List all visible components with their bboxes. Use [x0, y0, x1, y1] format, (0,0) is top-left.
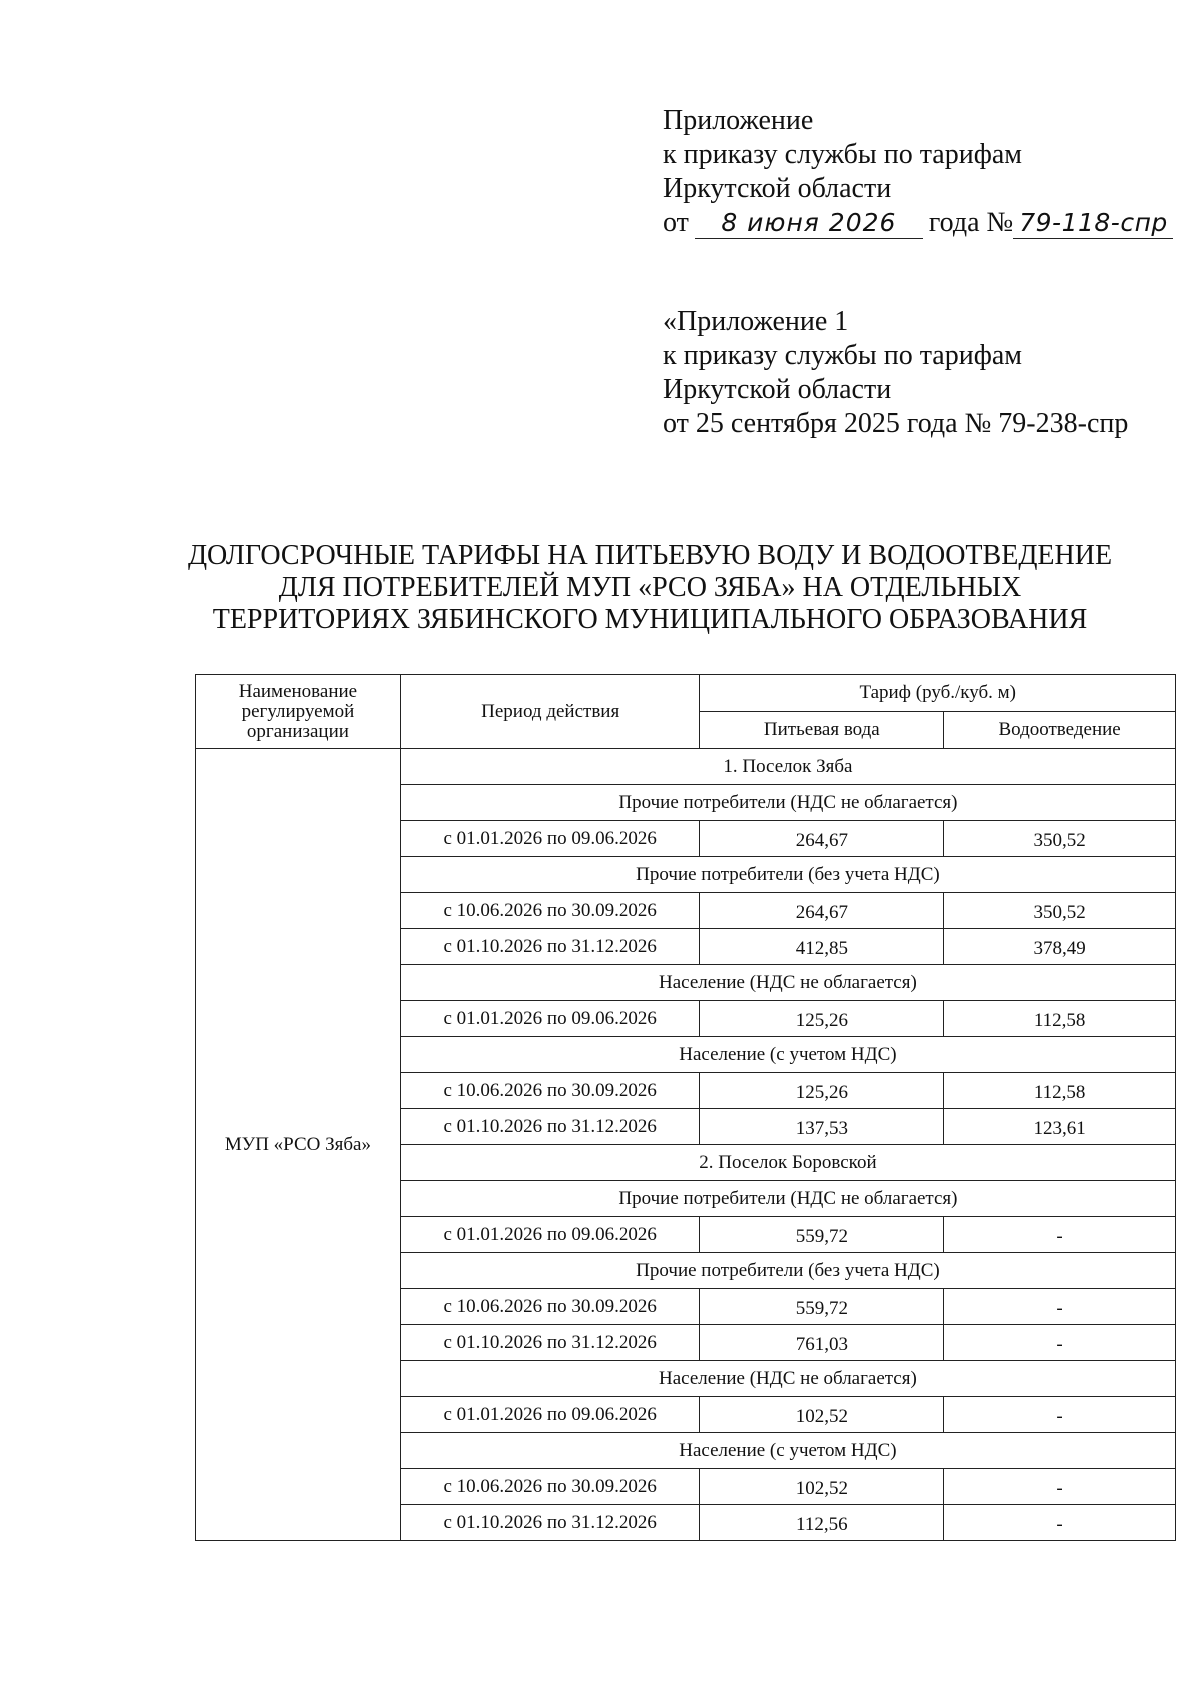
- water-tariff-cell: 761,03: [700, 1325, 944, 1361]
- header-org: Наименование регулируемой организации: [196, 675, 401, 749]
- title-line-2: ДЛЯ ПОТРЕБИТЕЛЕЙ МУП «РСО ЗЯБА» НА ОТДЕЛЬНЫХ: [278, 572, 1022, 603]
- water-tariff-cell: 137,53: [700, 1109, 944, 1145]
- section-title: 1. Поселок Зяба: [400, 749, 1175, 785]
- title-line-3: ТЕРРИТОРИЯХ ЗЯБИНСКОГО МУНИЦИПАЛЬНОГО ОБРАЗОВАНИЯ: [212, 604, 1088, 635]
- section-title: 2. Поселок Боровской: [400, 1145, 1175, 1181]
- original-date-line: от 25 сентября 2025 года № 79-238-спр: [663, 408, 1129, 439]
- water-tariff-cell: 102,52: [700, 1469, 944, 1505]
- consumer-group-title: Население (с учетом НДС): [400, 1433, 1175, 1469]
- original-order-line: к приказу службы по тарифам: [663, 340, 1022, 371]
- org-name-cell: МУП «РСО Зяба»: [196, 749, 401, 1541]
- water-tariff-cell: 559,72: [700, 1289, 944, 1325]
- period-cell: с 01.01.2026 по 09.06.2026: [400, 821, 700, 857]
- period-cell: с 10.06.2026 по 30.09.2026: [400, 893, 700, 929]
- period-cell: с 01.10.2026 по 31.12.2026: [400, 1109, 700, 1145]
- sewer-tariff-cell: 123,61: [944, 1109, 1176, 1145]
- sewer-tariff-cell: -: [944, 1397, 1176, 1433]
- water-tariff-cell: 125,26: [700, 1001, 944, 1037]
- appendix-date-line: [663, 206, 1173, 240]
- consumer-group-title: Прочие потребители (без учета НДС): [400, 857, 1175, 893]
- original-region-line: Иркутской области: [663, 374, 892, 405]
- consumer-group-title: Прочие потребители (НДС не облагается): [400, 1181, 1175, 1217]
- period-cell: с 01.10.2026 по 31.12.2026: [400, 1325, 700, 1361]
- sewer-tariff-cell: -: [944, 1217, 1176, 1253]
- header-tariff: Тариф (руб./куб. м): [700, 675, 1176, 712]
- water-tariff-cell: 112,56: [700, 1505, 944, 1541]
- appendix-region-line: Иркутской области: [663, 173, 892, 204]
- period-cell: с 01.10.2026 по 31.12.2026: [400, 1505, 700, 1541]
- water-tariff-cell: 412,85: [700, 929, 944, 965]
- table-header-row: [196, 675, 1176, 712]
- sewer-tariff-cell: -: [944, 1505, 1176, 1541]
- appendix-header: [663, 104, 1173, 240]
- sewer-tariff-cell: 378,49: [944, 929, 1176, 965]
- handwritten-date: 8 июня 2026: [695, 208, 923, 239]
- water-tariff-cell: 125,26: [700, 1073, 944, 1109]
- appendix-title: Приложение: [663, 105, 814, 136]
- sewer-tariff-cell: 350,52: [944, 893, 1176, 929]
- sewer-tariff-cell: 112,58: [944, 1001, 1176, 1037]
- consumer-group-title: Население (с учетом НДС): [400, 1037, 1175, 1073]
- sewer-tariff-cell: -: [944, 1469, 1176, 1505]
- period-cell: с 10.06.2026 по 30.09.2026: [400, 1469, 700, 1505]
- sewer-tariff-cell: -: [944, 1289, 1176, 1325]
- section-row: [196, 749, 1176, 785]
- consumer-group-title: Прочие потребители (НДС не облагается): [400, 785, 1175, 821]
- period-cell: с 01.01.2026 по 09.06.2026: [400, 1217, 700, 1253]
- year-number-label: года №: [928, 207, 1014, 238]
- water-tariff-cell: 264,67: [700, 821, 944, 857]
- header-water: Питьевая вода: [700, 712, 944, 749]
- consumer-group-title: Население (НДС не облагается): [400, 965, 1175, 1001]
- appendix-order-line: к приказу службы по тарифам: [663, 139, 1022, 170]
- original-appendix-title: «Приложение 1: [663, 306, 849, 337]
- water-tariff-cell: 264,67: [700, 893, 944, 929]
- sewer-tariff-cell: 350,52: [944, 821, 1176, 857]
- period-cell: с 01.01.2026 по 09.06.2026: [400, 1001, 700, 1037]
- water-tariff-cell: 559,72: [700, 1217, 944, 1253]
- period-cell: с 10.06.2026 по 30.09.2026: [400, 1289, 700, 1325]
- title-line-1: ДОЛГОСРОЧНЫЕ ТАРИФЫ НА ПИТЬЕВУЮ ВОДУ И ВОДООТВЕДЕНИЕ: [187, 540, 1113, 571]
- consumer-group-title: Прочие потребители (без учета НДС): [400, 1253, 1175, 1289]
- period-cell: с 10.06.2026 по 30.09.2026: [400, 1073, 700, 1109]
- sewer-tariff-cell: 112,58: [944, 1073, 1176, 1109]
- tariff-table: [195, 674, 1176, 1541]
- document-title: [150, 540, 1150, 636]
- handwritten-order-number: 79-118-спр: [1013, 208, 1173, 239]
- sewer-tariff-cell: -: [944, 1325, 1176, 1361]
- from-prefix: от: [663, 207, 689, 238]
- header-period: Период действия: [400, 675, 700, 749]
- header-sewer: Водоотведение: [944, 712, 1176, 749]
- original-appendix-header: [663, 305, 1128, 441]
- consumer-group-title: Население (НДС не облагается): [400, 1361, 1175, 1397]
- period-cell: с 01.01.2026 по 09.06.2026: [400, 1397, 700, 1433]
- water-tariff-cell: 102,52: [700, 1397, 944, 1433]
- period-cell: с 01.10.2026 по 31.12.2026: [400, 929, 700, 965]
